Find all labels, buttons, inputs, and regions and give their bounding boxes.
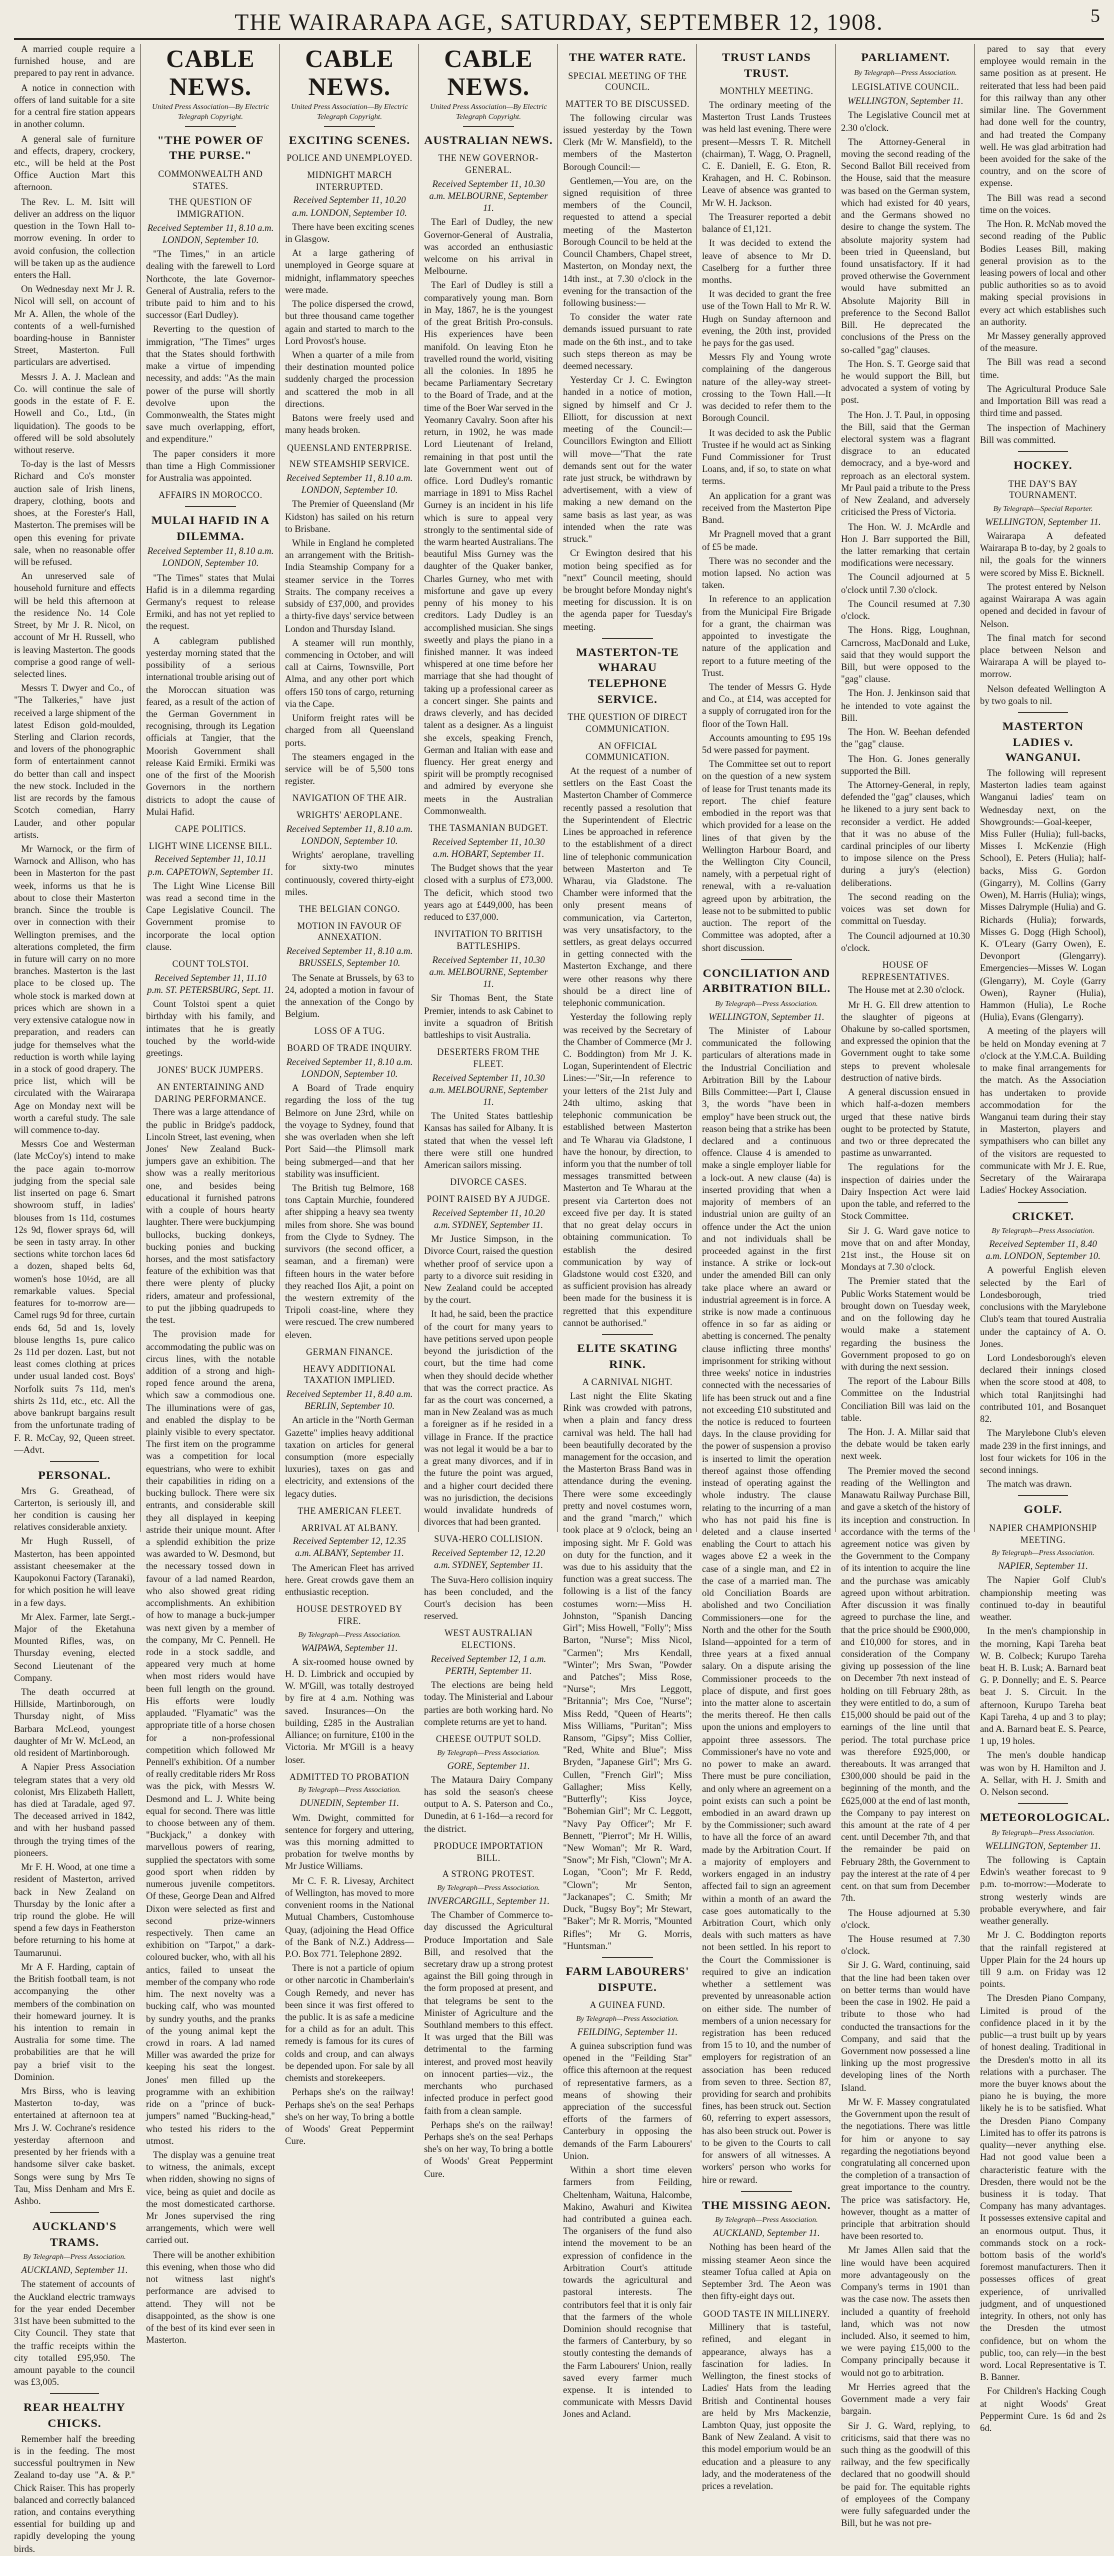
page-number: 5 — [1090, 6, 1100, 27]
article-paragraph: The following will represent Masterton ladies team against Wanganui ladies' team on Wednesday next, on the Showgrounds:—Goal-keeper, Miss Fuller (Hulia); full-backs, Misses I. McKenzie (High School), E. Peters (Hulia); half-backs, Miss G. Gordon (Gingarry), M. Collins (Garry Owen), M. Harris (Hulia); wings, Misses Dalrymple (Hulia) and G. Richards (Hulia); forwards, Misses G. Dogg (High School), K. O'Leary (Garry Owen), E. Devonport (Glengarry). Emergencies—Misses W. Logan (Glengarry), M. Coyle (Garry Owen), Rayner (Hulia), Hammon (Hulia), Le Roche (Hulia), Evans (Glengarry). — [980, 768, 1106, 1024]
article-heading: METEOROLOGICAL. — [980, 1810, 1110, 1825]
article-subheading: HEAVY ADDITIONAL TAXATION IMPLIED. — [303, 1363, 396, 1386]
article-paragraph: The Premier stated that the Public Works Statement would be brought down on Tuesday week, and on the following day he would make a statement regarding the business the Government proposed to go on with during the next session. — [841, 1277, 970, 1373]
article-paragraph: The elections are being held today. The Ministerial and Labour parties are both working hard. No complete returns are yet to hand. — [424, 1681, 553, 1728]
dateline: Received September 11, 10.30 a.m. MELBOURNE, September 11. — [429, 1073, 548, 1108]
dateline: DUNEDIN, September 11. — [299, 1799, 400, 1810]
masthead — [14, 4, 1104, 40]
article-subheading: CAPE POLITICS. — [174, 823, 247, 834]
section-divider — [602, 1957, 654, 1958]
dateline: Received September 11, 10.20 a.m. SYDNEY, September 11. — [432, 1208, 545, 1231]
article-subheading: COUNT TOLSTOI. — [172, 959, 249, 970]
article-paragraph: Lord Londesborough's eleven declared their innings closed when the score stood at 408, to which total Ranjitsinghi had contributed 101, and Bosanquet 82. — [980, 1353, 1106, 1426]
article-paragraph: The Hon. S. T. George said that he would support the Bill, but advocated a system of voting by post. — [841, 359, 970, 407]
article-paragraph: To-day is the last of Messrs Richard and Co's monster auction sale of Irish linens, drapery, clothing, boots and shoes, at the Forester's Hall, Masterton. The premises will be open this evening for private sale, when no reasonable offer will be refused. — [14, 460, 135, 568]
article-subheading: BOARD OF TRADE INQUIRY. — [286, 1043, 413, 1054]
wire-credit: By Telegraph—Special Reporter. — [993, 503, 1093, 513]
article-paragraph: There was a large attendance of the public in Bridge's paddock, Lincoln Street, last evening, when Jones' New Zealand Buck-jumpers gave an exhibition. The show was a really meritorious one, and besides being educational it furnished patrons with a couple of hours hearty laughter. There were buckjumping bullocks, bucking donkeys, bucking ponies and bucking horses, and the most satisfactory feature of the exhibition was that there were plenty of plucky riders, amateur and professional, to put the jibbing quadrupeds to the test. — [146, 1108, 275, 1327]
article-heading: CONCILIATION AND ARBITRATION BILL. — [702, 965, 831, 996]
article-paragraph: An unreserved sale of household furniture and effects will be held this afternoon at the residence No. 14 Cole Street, by Mr J. R. Nicol, on account of Mr H. Russell, who is leaving Masterton. The goods comprise a good range of well-selected lines. — [14, 572, 135, 680]
column-4 — [418, 44, 553, 2180]
article-paragraph: The police dispersed the crowd, but three thousand came together again and started to march to the Lord Provost's house. — [285, 300, 414, 347]
dateline: AUCKLAND, September 11. — [713, 2229, 820, 2240]
article-paragraph: An article in the "North German Gazette" implies heavy additional taxation on articles for general consumption (more especially luxuries), taxes on gas and electricity, and extensions of the legacy duties. — [285, 1416, 414, 1500]
article-heading: REAR HEALTHY CHICKS. — [23, 2400, 126, 2431]
article-paragraph: Messrs Coe and Westerman (late McCoy's) intend to make the pace again to-morrow judging from the special sale list inserted on page 6. Smart showroom stuff, in ladies' blouses from 1s 11d, costumes 12s 9d, flower sprays 6d, will be seen in tasty array. In other sections white torchon laces 6d a dozen, shaped belts 6d, women's hose 10½d, are all remarkable values. Special features for to-morrow are—Camel rugs 9d for three, curtain ends 6d, 5d and 1s, lovely blouse lengths 1s, pure calico 2s 11d per dozen. Last, but not least comes clothing at prices under usual landed cost. Boys' Norfolk suits 7s 11d, men's shirts 2s 11d, etc., etc. All the above bankrupt bargains result from the unfortunate trading of F. R. McCay, 92, Queen street.—Advt. — [14, 1140, 135, 1456]
article-paragraph: Sir J. G. Ward, continuing, said that the line had been taken over on better terms than would have been the case in 1902. He paid a tribute to those who had conducted the transactions for the Company, and said that the Government now possessed a line linking up the most progressive developing lines of the North Island. — [841, 1961, 970, 2094]
section-title: CABLE NEWS. — [444, 46, 533, 101]
article-paragraph: The Premier of Queensland (Mr Kidston) has sailed on his return to Brisbane. — [285, 500, 414, 535]
article-subheading: GOOD TASTE IN MILLINERY. — [703, 2308, 830, 2319]
article-paragraph: Sir Thomas Bent, the State Premier, intends to ask Cabinet to invite a squadron of British battleships to visit Australia. — [424, 994, 553, 1041]
article-paragraph: A notice in connection with offers of land suitable for a site for a central fire station appears in another column. — [14, 83, 135, 131]
article-subheading: POLICE AND UNEMPLOYED. — [286, 153, 413, 164]
section-divider — [463, 126, 515, 127]
article-subheading: A GUINEA FUND. — [589, 2000, 666, 2011]
article-paragraph: The Hon. J. A. Millar said that the debate would be taken early next week. — [841, 1428, 970, 1463]
article-paragraph: A general discussion ensued in which half-a-dozen members urged that these native birds ought to be protected by Statute, and two or three deprecated the pastime as unwarranted. — [841, 1088, 970, 1160]
article-paragraph: The Napier Golf Club's championship meeting was continued to-day in beautiful weather. — [980, 1576, 1106, 1624]
article-paragraph: Perhaps she's on the railway! Perhaps she's on the sea! Perhaps she's on her way, To bring a bottle of Woods' Great Peppermint Cure. — [424, 2120, 553, 2180]
article-heading: EXCITING SCENES. — [288, 132, 411, 147]
article-paragraph: A Board of Trade enquiry regarding the loss of the tug Belmore on June 23rd, while on the voyage to Sydney, found that she was overladen when she left Port Said—the Plimsoll mark being submerged—and that her stability was insufficient. — [285, 1084, 414, 1180]
article-subheading: AN ENTERTAINING AND DARING PERFORMANCE. — [154, 1081, 267, 1104]
article-paragraph: While in England he completed an arrangement with the British-India Steamship Company for a steamer service in the Torres Straits. The company receives a subsidy of £37,000, and provides a thirty-five days' service between London and Thursday Island. — [285, 539, 414, 635]
article-subheading: NAVIGATION OF THE AIR. — [292, 793, 407, 804]
article-paragraph: The statement of accounts of the Auckland electric tramways for the year ended December 31st have been submitted to the City Council. They state that the traffic receipts within the city totalled £95,950. The amount payable to the council was £3,005. — [14, 2280, 135, 2389]
wire-credit: By Telegraph—Press Association. — [23, 2252, 126, 2262]
article-paragraph: The Council adjourned at 5 o'clock until 7.30 o'clock. — [841, 573, 970, 596]
article-subheading: THE AMERICAN FLEET. — [297, 1505, 402, 1516]
section-divider — [1018, 1202, 1068, 1203]
article-subheading: MOTION IN FAVOUR OF ANNEXATION. — [297, 920, 402, 943]
article-heading: FARM LABOURERS' DISPUTE. — [565, 1963, 690, 1994]
article-paragraph: The paper considers it more than time a High Commissioner for Australia was appointed. — [146, 449, 275, 485]
article-paragraph: Wrights' aeroplane, travelling for sixty-two minutes continuously, covered thirty-eight miles. — [285, 851, 414, 898]
article-paragraph: The Council resumed at 7.30 o'clock. — [841, 599, 970, 623]
dateline: FEILDING, September 11. — [577, 2027, 678, 2038]
article-heading: MASTERTON LADIES v. WANGANUI. — [1002, 719, 1084, 765]
article-paragraph: The provision made for accommodating the public was on circus lines, with the notable addition of a strong and high-roped fence around the arena, which saw a commodious one. The illuminations were of gas, and enabled the display to be plainly visible to every spectator. The first item on the programme was a competition for local equestrians, who were to exhibit their capabilities in riding on a bucking bullock. There were six entrants, and considerable skill they all displayed in keeping astride their unique mount. After a splendid exhibition the prize was awarded to W. Desmond, but the necessary tossed down in favour of a lad named Reardon, who also showed great riding accomplishments. An exhibition of how to manage a buck-jumper was next given by a member of the company, Mr C. Pennell. He rode in a stock saddle, and appeared very much at home when most riders would have been full length on the ground. His efforts were loudly applauded. "Flyamatic" was the appropriate title of a horse chosen for a non-professional competition which followed Mr Pennell's exhibition. Of a number of really creditable riders Mr Ross was the pick, with Messrs W. Desmond and L. J. White being equal for second. There was little to choose between any of them. "Buckjack," a donkey with marvellous powers of rearing, supplied the spectators with some good sport when ridden by numerous juvenile competitors. Of these, George Dean and Alfred Dixon were selected as first and second prize-winners respectively. Then came an exhibition on "Tarpot," a dark-coloured bucker, who, with all his antics, failed to unseat the member of the company who rode him. The next novelty was a bucking calf, who was mounted by sundry youths, and the pranks of the young animal kept the crowd in roars. A lad named Miller was awarded the prize for keeping his seat the longest. Jones' men filled up the programme with an exhibition ride on a "prince of buck-jumpers" named "Bucking-head," who tested his riders to the utmost. — [146, 1330, 275, 2147]
article-paragraph: Millinery that is tasteful, refined, and elegant in appearance, always has a fascination for ladies. In Wellington, the finest stocks of Ladies' Hats from the leading British and Continental houses are held by Mrs Mackenzie, Lambton Quay, just opposite the Bank of New Zealand. A visit to this model emporium would be an education and a pleasure to any lady, and the moderateness of the prices a revelation. — [702, 2323, 831, 2493]
wire-credit: By Telegraph—Press Association. — [715, 998, 818, 1008]
article-paragraph: The House resumed at 7.30 o'clock. — [841, 1935, 970, 1958]
article-paragraph: There have been exciting scenes in Glasgow. — [285, 222, 414, 246]
dateline: Received September 12, 12.20 a.m. SYDNEY, September 11. — [431, 1549, 546, 1572]
article-paragraph: Messrs Fly and Young wrote complaining of the dangerous nature of the alley-way street-crossing to the Town Hall.—It was decided to refer them to the Borough Council. — [702, 353, 831, 425]
article-paragraph: Mr Hugh Russell, of Masterton, has been appointed assistant cheesemaker at the Kaupokonui Factory (Taranaki), for which position he will leave in a few days. — [14, 1537, 135, 1609]
article-paragraph: The Hon. R. McNab moved the second reading of the Public Bodies Leases Bill, making general provision as to the leasing powers of local and other public authorities so as to avoid making special provisions in every act which establishes such an authority. — [980, 220, 1106, 328]
article-paragraph: Messrs T. Dwyer and Co., of "The Talkeries," have just received a large shipment of the latest Edison gold-moulded, Sterling and Clarion records, and lovers of the phonographic form of entertainment cannot do better than call and inspect the new stock. Included in the list are records by the famous Scotch comedian, Harry Lauder, and other popular artists. — [14, 684, 135, 841]
dateline: Received September 11, 8.10 a.m. LONDON, September 10. — [147, 223, 274, 246]
wire-credit: By Telegraph—Press Association. — [298, 1629, 401, 1639]
article-subheading: DIVORCE CASES. — [450, 1177, 527, 1188]
article-heading: CRICKET. — [1011, 1208, 1075, 1223]
article-paragraph: To consider the water rate demands issued pursuant to rate made on the 6th inst., and to take such steps thereon as may be deemed necessary. — [563, 313, 692, 373]
dateline: INVERCARGILL, September 11. — [427, 1896, 550, 1907]
wire-credit: By Telegraph—Press Association. — [437, 1882, 540, 1892]
article-paragraph: Batons were freely used and many heads broken. — [285, 414, 414, 437]
article-paragraph: At a large gathering of unemployed in George square at midnight, inflammatory speeches were made. — [285, 249, 414, 296]
article-paragraph: Mrs Birss, who is leaving Masterton to-day, was entertained at afternoon tea at Mrs J. W. Cochrane's residence yesterday afternoon and presented by her friends with a handsome silver cake basket. Songs were sung by Mrs Te Tau, Miss Denham and Mrs E. Ashbo. — [14, 2087, 135, 2207]
article-paragraph: On Wednesday next Mr J. R. Nicol will sell, on account of Mr A. Allen, the whole of the contents of a well-furnished boarding-house in Bannister Street, Masterton. Full particulars are advertised. — [14, 285, 135, 369]
dateline: Received September 11, 8.10 a.m. LONDON, September 10. — [286, 473, 413, 497]
article-paragraph: The Bill was read a second time on the voices. — [980, 193, 1106, 216]
section-divider — [324, 126, 376, 127]
dateline: GORE, September 11. — [447, 1761, 530, 1772]
article-paragraph: The final match for second place between Nelson and Wairarapa A will be played to-morrow. — [980, 633, 1106, 681]
wire-credit: By Telegraph—Press Association. — [576, 2013, 679, 2023]
wire-credit: United Press Association—By Electric Telegraph Copyright. — [151, 102, 270, 121]
wire-credit: By Telegraph—Press Association. — [437, 1747, 540, 1757]
article-paragraph: Gentlemen,—You are, on the signed requisition of three members of the Council, requested to attend a special meeting of the Masterton Borough Council to be held at the Council Chambers, Chapel street, Masterton, on Monday next, the 14th inst., at 7.30 o'clock in the evening for the transaction of the following business:— — [563, 176, 692, 309]
column-7 — [835, 44, 970, 2530]
article-paragraph: It was decided to grant the free use of the Town Hall to Mr R. W. Hugh on Sunday afternoon and evening, the 20th inst, provided he pays for the gas used. — [702, 290, 831, 350]
article-paragraph: Mr F. H. Wood, at one time a resident of Masterton, arrived back in New Zealand on Thursday by the Ionic after a trip round the globe. He will spend a few days in Featherston before returning to his home at Taumarunui. — [14, 1863, 135, 1959]
article-subheading: MONTHLY MEETING. — [719, 86, 814, 97]
article-subheading: HOUSE DESTROYED BY FIRE. — [296, 1604, 403, 1627]
article-paragraph: "The Times," in an article dealing with the farewell to Lord Northcote, the late Governor-General of Australia, refers to the tribute paid to him and to his successor (Earl Dudley). — [146, 250, 275, 322]
article-paragraph: It was decided to ask the Public Trustee if he would act as Sinking Fund Commissioner for Trust Loans, and, if so, to state on what terms. — [702, 428, 831, 488]
article-paragraph: A cablegram published yesterday morning stated that the possibility of a serious international trouble arising out of the Moroccan situation was feared, as a result of the action of the German Government in recognising, through its Legation officials at Tangier, that the Moorish Government shall release Kaid Ermiki. Ermiki was one of the first of the Moorish Governors in the northern districts to adopt the cause of Mulai Hafid. — [146, 636, 275, 818]
article-paragraph: Reverting to the question of immigration, "The Times" urges that the States should forthwith make a virtue of impending necessity, and adds: "As the main power of the purse will shortly devolve upon the Commonwealth, the States might save much overlapping, effort, and expenditure." — [146, 325, 275, 446]
article-paragraph: The report of the Labour Bills Committee on the Industrial Conciliation Bill was laid on the table. — [841, 1377, 970, 1424]
article-subheading: MIDNIGHT MARCH INTERRUPTED. — [307, 170, 392, 192]
article-subheading: POINT RAISED BY A JUDGE. — [426, 1194, 551, 1204]
article-paragraph: Messrs J. A. J. Maclean and Co. will continue the sale of goods in the estate of F. E. Howell and Co., Ltd., (in liquidation). The goods to be offered will be sold absolutely without reserve. — [14, 372, 135, 456]
dateline: Received September 11, 8.40 a.m. BERLIN, September 10. — [286, 1389, 413, 1413]
article-paragraph: The display was a genuine treat to witness, the animals, except when ridden, showing no signs of vice, being as quiet and docile as the most domesticated carthorse. Mr Jones supervised the ring arrangements, which were well carried out. — [146, 2150, 275, 2247]
article-paragraph: A married couple require a furnished house, and are prepared to pay rent in advance. — [14, 45, 135, 80]
article-paragraph: The Hon. W. Beehan defended the "gag" clause. — [841, 728, 970, 751]
column-1 — [14, 44, 135, 2555]
article-paragraph: The Legislative Council met at 2.30 o'clock. — [841, 111, 970, 134]
dateline: AUCKLAND, September 11. — [21, 2266, 128, 2277]
article-subheading: AN OFFICIAL COMMUNICATION. — [585, 740, 670, 763]
article-paragraph: A steamer will run monthly, commencing in October, and will call at Cairns, Townsville, Port Alma, and any other port which offers 150 tons of cargo, returning via the Cape. — [285, 638, 414, 710]
article-paragraph: Mr Pragnell moved that a grant of £5 be made. — [702, 530, 831, 553]
article-heading: THE MISSING AEON. — [702, 2197, 831, 2212]
article-paragraph: Sir J. G. Ward gave notice to move that on and after Monday, 21st inst., the House sit on Mondays at 7.30 o'clock. — [841, 1226, 970, 1274]
dateline: NAPIER, September 11. — [998, 1562, 1088, 1573]
article-heading: MULAI HAFID IN A DILEMMA. — [151, 512, 270, 543]
article-subheading: THE QUESTION OF DIRECT COMMUNICATION. — [567, 712, 688, 734]
article-paragraph: The death occurred at Hillside, Martinborough, on Thursday night, of Miss Barbara McLeod, youngest daughter of Mr W. McLeod, an old resident of Martinborough. — [14, 1688, 135, 1760]
article-paragraph: The Suva-Hero collision inquiry has been concluded, and the Court's decision has been reserved. — [424, 1575, 553, 1623]
article-paragraph: The Treasurer reported a debit balance of £1,121. — [702, 212, 831, 236]
article-paragraph: Accounts amounting to £95 19s 5d were passed for payment. — [702, 733, 831, 757]
article-paragraph: The Council adjourned at 10.30 o'clock. — [841, 931, 970, 954]
dateline: Received September 11, 8.10 a.m. LONDON, September 10. — [286, 824, 413, 847]
article-heading: HOCKEY. — [1013, 458, 1073, 472]
wire-credit: By Telegraph—Press Association. — [991, 1226, 1095, 1236]
dateline: WAIPAWA, September 11. — [301, 1643, 398, 1654]
wire-credit: By Telegraph—Press Association. — [991, 1827, 1095, 1837]
article-subheading: MATTER TO BE DISCUSSED. — [565, 98, 690, 109]
article-subheading: GERMAN FINANCE. — [305, 1346, 393, 1357]
section-divider — [50, 1461, 98, 1462]
article-paragraph: Mr James Allen said that the line would have been acquired more advantageously on the Company's terms in 1901 than was the case now. The assets then included a quantity of freehold land, which was not now included. Also, it seemed to him, we were paying £15,000 to the Company principally because it would not go to arbitration. — [841, 2246, 970, 2379]
article-heading: AUCKLAND'S TRAMS. — [32, 2219, 117, 2249]
article-paragraph: When a quarter of a mile from their destination mounted police suddenly charged the procession and scattered the mob in all directions. — [285, 351, 414, 410]
article-paragraph: For Children's Hacking Cough at night Woods' Great Peppermint Cure. 1s 6d and 2s 6d. — [980, 2387, 1106, 2435]
article-paragraph: The Chamber of Commerce to-day discussed the Agricultural Produce Importation and Sale Bill, and resolved that the secretary draw up a strong protest against the Bill going through in the form proposed at present, and that telegrams be sent to the Minister of Agriculture and the Southland members to this effect. It was urged that the Bill was detrimental to the farming interest, and proved most heavily on innocent parties—viz., the merchants who purchased infected produce in perfect good faith from a clean sample. — [424, 1911, 553, 2117]
article-paragraph: It had, he said, been the practice of the court for many years to have petitions served upon people beyond the jurisdiction of the court, but the time had come when they should decide whether that was the correct practice. As far as the court was concerned, a man in New Zealand was as much a foreigner as if he resided in a village in France. If the practice was not legal it would be a bar to a great many divorces, and if in the future the point was argued, and a higher court decided there was no jurisdiction, the decisions would invalidate hundreds of divorces that had been granted. — [424, 1310, 553, 1529]
section-divider — [50, 2212, 98, 2213]
article-paragraph: A guinea subscription fund was opened in the "Feilding Star" office this afternoon at the request of representative farmers, as a means of showing their appreciation of the successful efforts of the farmers of Canterbury in opposing the demands of the Farm Labourers' Union. — [563, 2041, 692, 2162]
article-paragraph: The Marylebone Club's eleven made 239 in the first innings, and lost four wickets for 106 in the second innings. — [980, 1429, 1106, 1476]
article-subheading: A STRONG PROTEST. — [442, 1869, 535, 1880]
dateline: WELLINGTON, September 11. — [708, 1012, 825, 1023]
article-paragraph: Sir J. G. Ward, replying, to criticisms, said that there was no such thing as the goodwill of this railway, and the few specifically declared that no goodwill should be paid for. The equitable rights of employees of the Company were fully safeguarded under the Bill, but he was not pre- — [841, 2421, 970, 2530]
wire-credit: United Press Association—By Electric Telegraph Copyright. — [429, 102, 548, 121]
article-paragraph: The Premier moved the second reading of the Wellington and Manawatu Railway Purchase Bill, and gave a sketch of the history of its inception and construction. In accordance with the terms of the agreement notice was given by the Government to the Company of its intention to acquire the line and the purchase was amicably agreed upon without arbitration. After discussion it was finally agreed to purchase the line, and that the price should be £900,000, and £10,000 for stores, and in consideration of the Company giving up possession of the line on December 7th next instead of holding on till February 28th, as they were entitled to do, a sum of £15,000 should be paid out of the earnings of the line until that period. The total purchase price was therefore £925,000, or thereabouts. It was arranged that £300,000 should be paid in the beginning of the month, and the £625,000 at the end of last month, the Company to pay interest on this amount at the rate of 4 per cent. until December 7th, and that the remainder be paid on February 28th, the Government to pay the interest at the rate of 4 per cent. on that sum from December 7th. — [841, 1466, 970, 1905]
article-subheading: HOUSE OF REPRESENTATIVES. — [861, 960, 950, 982]
article-paragraph: The tender of Messrs G. Hyde and Co., at £14, was accepted for a supply of corrugated iron for the floor of the Town Hall. — [702, 682, 831, 730]
article-subheading: AFFAIRS IN MOROCCO. — [158, 490, 263, 501]
wire-credit: United Press Association—By Electric Telegraph Copyright. — [290, 102, 409, 121]
article-paragraph: The Budget shows that the year closed with a surplus of £73,000. The deficit, which stood two years ago at £449,000, has been reduced to £37,000. — [424, 864, 553, 924]
article-paragraph: It was decided to extend the leave of absence to Mr D. Caselberg for a further three months. — [702, 239, 831, 286]
article-paragraph: The men's double handicap was won by H. Hamilton and J. A. Sellar, with H. J. Smith and O. Nelson second. — [980, 1751, 1106, 1799]
section-title: CABLE NEWS. — [305, 46, 394, 101]
article-paragraph: In the men's championship in the morning, Kapi Tareha beat W. B. Colbeck; Kurupo Tareha beat H. B. Lusk; A. Barnard beat G. P. Donnelly; and E. S. Pearce beat J. S. Circuit. In the afternoon, Kurupo Tareha beat Kapi Tareha, 4 up and 3 to play; and A. Barnard beat E. S. Pearce, 1 up, 19 holes. — [980, 1627, 1106, 1748]
article-heading: MASTERTON-TE WHARAU TELEPHONE SERVICE. — [576, 644, 679, 706]
article-subheading: LIGHT WINE LICENSE BILL. — [148, 840, 273, 851]
article-subheading: COMMONWEALTH AND STATES. — [158, 168, 263, 191]
column-6 — [696, 44, 831, 2493]
column-3 — [279, 44, 414, 2148]
article-paragraph: The Hon. G. Jones generally supported the Bill. — [841, 754, 970, 777]
section-divider — [602, 638, 654, 639]
dateline: WELLINGTON, September 11. — [985, 1841, 1101, 1852]
article-paragraph: An application for a grant was received from the Masterton Pipe Band. — [702, 491, 831, 527]
dateline: Received September 11, 8.10 a.m. LONDON, September 10. — [147, 547, 274, 570]
article-paragraph: The Hon. J. T. Paul, in opposing the Bill, said that the German electoral system was a flagrant disgrace to an educated democracy, and a bye-word and reproach as an electoral system. Mr Paul paid a tribute to the Press of New Zealand, and adversely criticised the Press of Victoria. — [841, 410, 970, 519]
article-paragraph: Last night the Elite Skating Rink was crowded with patrons, when a plain and fancy dress carnival was held. The hall had been beautifully decorated by the management for the occasion, and the Masterton Brass Band was in attendance during the evening. There were some exceedingly pretty and novel costumes worn, and the grand "march," which took place at 9 o'clock, being an imposing sight. Mr F. Gold was on duty for the function, and it was due to his assiduity that the function was a great success. The following is a list of the fancy costumes worn:—Miss H. Johnston, "Spanish Dancing Girl"; Miss Howell, "Folly"; Miss Barton, "Nurse"; Miss Nicol, "Carmen"; Mrs Kendall, "Winter"; Mrs Swan, "Powder and Patches"; Miss Rose, "Nurse"; Mrs Leggott, "Britannia"; Mrs Coe, "Nurse"; Miss Redd, "Queen of Hearts"; Miss Williams, "Puritan"; Miss Ransom, "Gipsy"; Miss Collier, "Red, White and Blue"; Miss Bryden, "Japanese Girl"; Mrs G. Cullen, "French Girl"; Miss Gallagher; Miss Kelly, "Butterfly"; Kiss Joyce, "Bohemian Girl"; Mr C. Leggott, "Navy Pay Officer"; Mr F. Bennett, "Pierrot"; Mr H. Willis, "New Woman"; Mr R. Ward, "Snow"; Mr Fish, "Clown"; Mr A. Logan, "Coon"; Mr F. Redd, "Clown"; Mr Senton, "Jackanapes"; C. Smith; Mr Duck, "Bugsy Boy"; Mr Stewart, "Baker"; Mr R. Morris, "Mounted Rifles"; Mr G. Morris, "Huntsman." — [563, 1391, 692, 1952]
article-subheading: THE DAY'S BAY TOURNAMENT. — [1008, 478, 1078, 501]
article-paragraph: Mrs G. Greathead, of Carterton, is seriously ill, and her condition is causing her relatives considerable anxiety. — [14, 1486, 135, 1534]
column-5 — [557, 44, 692, 2421]
article-paragraph: The match was drawn. — [987, 1480, 1072, 1491]
article-paragraph: Wairarapa A defeated Wairarapa B to-day, by 2 goals to nil, the goals for the winners were scored by Miss E. Bicknell. — [980, 532, 1106, 579]
article-subheading: ARRIVAL AT ALBANY. — [301, 1522, 398, 1533]
section-divider — [602, 1334, 654, 1335]
article-paragraph: The Attorney-General in moving the second reading of the Second Ballot Bill received from the House, said that the measure was based on the German system, which had existed for 40 years, and the Germans showed no desire to change the system. The absolute majority system had been tried in Queensland, but found unsatisfactory. If it had proved otherwise the Government would have submitted an Absolute Majority Bill in preference to the Second Ballot Bill. He deprecated the conclusions of the Press on the so-called "gag" clauses. — [841, 137, 970, 356]
article-paragraph: The Bill was read a second time. — [980, 358, 1106, 381]
dateline: Received September 11, 10.11 p.m. CAPETOWN, September 11. — [147, 855, 274, 878]
article-paragraph: The Senate at Brussels, by 63 to 24, adopted a motion in favour of the annexation of the Congo by Belgium. — [285, 973, 414, 1021]
article-paragraph: The Earl of Dudley, the new Governor-General of Australia, was accorded an enthusiastic welcome on his arrival in Melbourne. — [424, 218, 553, 278]
article-paragraph: Mr Justice Simpson, in the Divorce Court, raised the question whether proof of service upon a party to a divorce suit residing in New Zealand could be accepted by the court. — [424, 1235, 553, 1307]
article-paragraph: The Light Wine License Bill was read a second time in the Cape Legislative Council. The Government promise to incorporate the local option clause. — [146, 881, 275, 953]
article-paragraph: Uniform freight rates will be charged from all Queensland ports. — [285, 714, 414, 749]
article-paragraph: At the request of a number of settlers on the East Coast the Masterton Chamber of Commerce recently passed a resolution that the Superintendent of Electric Lines be approached in reference to the establishment of a direct line of telephonic communication between Masterton and Te Wharau, via Gladstone. The Chamber were informed that the only present means of communication, via Carterton, was very unsatisfactory, to the settlers, as great delays occurred in getting connected with the Masterton Exchange, and there were other reasons why there should be a direct line of telephonic communication. — [563, 766, 692, 1010]
article-heading: THE WATER RATE. — [568, 50, 687, 64]
article-paragraph: Perhaps she's on the railway! Perhaps she's on the sea! Perhaps she's on her way, To bring a bottle of Woods' Great Peppermint Cure. — [285, 2088, 414, 2148]
article-subheading: ADMITTED TO PROBATION — [289, 1771, 410, 1782]
article-subheading: QUEENSLAND ENTERPRISE. — [286, 442, 413, 453]
article-paragraph: A meeting of the players will be held on Monday evening at 7 o'clock at the Y.M.C.A. Building to make final arrangements for the match. As the Association has undertaken to provide accommodation for the Wanganui team during their stay in Masterton, players and sympathisers who can billet any of the visitors are requested to communicate with Mr J. E. Rue, Secretary of the Wairarapa Ladies' Hockey Association. — [980, 1027, 1106, 1197]
article-subheading: THE TASMANIAN BUDGET. — [428, 823, 549, 834]
article-subheading: THE BELGIAN CONGO. — [298, 904, 401, 915]
article-paragraph: The Rev. L. M. Isitt will deliver an address on the liquor question in the Town Hall to-morrow evening. In order to avoid confusion, the collection will be taken up as the audience enters the Hall. — [14, 197, 135, 281]
article-paragraph: There was no seconder and the motion lapsed. No action was taken. — [702, 556, 831, 592]
dateline: Received September 11, 8.10 a.m. BRUSSELS, September 10. — [286, 947, 413, 970]
article-paragraph: A powerful English eleven selected by the Earl of Londesborough, tried conclusions with the Marylebone Club's team that toured Australia under the captaincy of A. O. Jones. — [980, 1266, 1106, 1350]
article-subheading: PRODUCE IMPORTATION BILL. — [433, 1840, 544, 1863]
article-paragraph: The second reading on the voices was set down for committal on Tuesday. — [841, 892, 970, 928]
article-paragraph: The House met at 2.30 o'clock. — [848, 986, 965, 997]
article-paragraph: Mr Massey generally approved of the measure. — [980, 332, 1106, 355]
wire-credit: By Telegraph—Press Association. — [991, 1548, 1095, 1558]
article-paragraph: "The Times" states that Mulai Hafid is in a dilemma regarding Germany's request to release Ermiki, and has not yet replied to the request. — [146, 573, 275, 633]
article-paragraph: Mr C. F. R. Livesay, Architect of Wellington, has moved to more convenient rooms in the National Mutual Chambers, Customhouse Quay, (adjoining the Head Office of the Bank of N.Z.) Address—P.O. Box 771. Telephone 2892. — [285, 1876, 414, 1960]
article-paragraph: The Earl of Dudley is still a comparatively young man. Born in May, 1867, he is the youngest of the great British Pro-consuls. His experiences have been manifold. On leaving Eton he travelled round the world, visiting all the colonies. In 1895 he became Parliamentary Secretary to the Board of Trade, and at the time of the Boer War served in the Yeomanry Cavalry. Soon after his return, in 1902, he was made Lord Lieutenant of Ireland, remaining in that post until the late Government went out of office. Lord Dudley's romantic marriage in 1891 to Miss Rachel Gurney is an incident in his life which is sure to appeal very strongly to the sentimental side of the warm hearted Australians. The beautiful Miss Gurney was the daughter of the Quaker banker, Charles Gurney, who met with misfortune and gave up every penny of his money to his creditors. Lady Dudley is an accomplished musician. She sings sweetly and plays the piano in a finished manner. It was indeed whispered at one time before her marriage that she had thought of taking up a professional career as a concert singer. She paints and draws cleverly, and has decided talent as a designer. As a linguist she excels, speaking French, German and Italian with ease and fluency. Her great energy and spirit will be promptly recognised and admired by everyone she meets in the Australian Commonwealth. — [424, 281, 553, 817]
article-subheading: JONES' BUCK JUMPERS. — [157, 1065, 264, 1076]
article-paragraph: There will be another exhibition this evening, when those who did not witness last night's performance are advised to attend. They will not be disappointed, as the show is one of the best of its kind ever seen in Masterton. — [146, 2250, 275, 2347]
article-paragraph: A general sale of furniture and effects, drapery, crockery, etc., will be held at the Post Office Auction Mart this afternoon. — [14, 134, 135, 194]
column-8 — [974, 44, 1110, 2435]
section-divider — [1018, 712, 1068, 713]
article-paragraph: In reference to an application from the Municipal Fire Brigade for a grant, the chairman was appointed to investigate the nature of the application and report to a future meeting of the Trust. — [702, 595, 831, 679]
article-paragraph: The following circular was issued yesterday by the Town Clerk (Mr W. Mansfield), to the members of the Masterton Borough Council:— — [563, 113, 692, 173]
article-paragraph: Within a short time eleven farmers from Feilding, Cheltenham, Waituna, Halcombe, Makino, Awahuri and Kiwitea had contributed a guinea each. The organisers of the fund also intend the movement to be an expression of confidence in the Arbitration Court's attitude towards the agricultural and pastoral interests. The contributors feel that it is only fair that the farmers of the whole Dominion should recognise that the farmers of Canterbury, by so stoutly contesting the demands of the Farm Labourers' Union, really saved every farmer much expense. It is intended to communicate with Messrs David Jones and Acland. — [563, 2166, 692, 2421]
dateline: Received September 11, 8.40 a.m. LONDON, September 10. — [985, 1240, 1101, 1263]
article-subheading: WRIGHTS' AEROPLANE. — [296, 810, 403, 821]
article-subheading: NEW STEAMSHIP SERVICE. — [289, 459, 410, 470]
article-paragraph: The inspection of Machinery Bill was committed. — [980, 423, 1106, 446]
article-paragraph: The Mataura Dairy Company has sold the season's cheese output to A. S. Paterson and Co., Dunedin, at 6 1-16d—a record for the district. — [424, 1775, 553, 1835]
dateline: Received September 11, 10.30 a.m. HOBART, September 11. — [432, 837, 545, 860]
article-paragraph: The Agricultural Produce Sale and Importation Bill was read a third time and passed. — [980, 384, 1106, 420]
dateline: Received September 11, 11.10 p.m. ST. PETERSBURG, Sept. 11. — [147, 973, 274, 996]
newspaper-title: THE WAIRARAPA AGE, SATURDAY, SEPTEMBER 12, 1908. — [234, 10, 884, 35]
section-divider — [185, 126, 237, 127]
dateline: Received September 11, 10.30 a.m. MELBOURNE, September 11. — [429, 955, 548, 991]
article-paragraph: The Minister of Labour communicated the following particulars of alterations made in the Industrial Conciliation and Arbitration Bill by the Labour Bills Committee:—Part I, Clause 3, the words "have been in employ" have been struck out, the reason being that a strike has been declared and a continuous offence. Clause 4 is amended to make a single employer liable for a lock-out. A new clause (4a) is inserted providing that when a majority of members of an industrial union are guilty of an offence under the Act the union and not individuals shall be proceeded against in the first instance. A strike or lock-out under the amended Bill can only take place where an award or industrial agreement is in force. A strike is now made a continuous offence in so far as aiding or abetting is concerned. The penalty clause inflicting three months' imprisonment for striking without three weeks' notice in industries connected with the necessaries of life has been struck out and a fine not exceeding £10 substituted and the notice is reduced to fourteen days. In the clause providing for the power of suspension a proviso is inserted to limit the operation thereof against those offending instead of operating against the whole industry. The clause relating to the incurring of a man who has not paid his fine is deleted and a clause inserted enabling the Court to attach his wages above £2 a week in the case of a single man, and £2 in the case of a married man. The old Conciliation Boards are abolished and two Conciliation Commissioners—one for the North and the other for the South Island—appointed for a term of three years at a fixed annual salary. On a dispute arising the Commissioner proceeds to the place of dispute, and first goes into the matter alone to ascertain the merits thereof. He then calls upon the unions and employers to appoint three assessors. The Commissioner's have no vote and no power to make an award. There must be pure conciliation, and only where an agreement on a point exists can such a point be embodied in an award drawn up by the Commissioner; such award to have all the force of an award made by the Arbitration Court. If a majority of employers and workers engaged in an industry affected fail to sign an agreement within a month of an award the case goes automatically to the Arbitration Court, which only deals with such matters as have not been settled. In his report to the Court the Commissioner is required to give an indication whether a settlement was prevented by unreasonable action on either side. The number of members of a union necessary for registration has been reduced from 15 to 10, and the number of employers for registration of an association has been reduced from seven to three. Section 87, providing for search and prohibits fines, has been struck out. Section 60, referring to expert assessors, has also been struck out. Power is to be given to the Courts to call for answers of all witnesses. A workers' person who works for hire or reward. — [702, 1027, 831, 2186]
article-paragraph: The protest entered by Nelson against Wairarapa A was again opened and decided in favour of Nelson. — [980, 582, 1106, 630]
article-subheading: SUVA-HERO COLLISION. — [434, 1534, 543, 1545]
article-paragraph: The Hons. Rigg, Loughnan, Carncross, MacDonald and Luke, said that they would support the Bill, but were opposed to the "gag" clause. — [841, 626, 970, 686]
article-paragraph: The ordinary meeting of the Masterton Trust Lands Trustees was held last evening. There were present—Messrs T. R. Mitchell (chairman), T. Wagg, O. Pragnell, C. E. Daniell, E. G. Eton, R. Krahagen, and H. C. Robinson. Leave of absence was granted to Mr W. H. Jackson. — [702, 100, 831, 209]
dateline: Received September 11, 10.20 a.m. LONDON, September 10. — [292, 196, 407, 219]
article-paragraph: The Committee set out to report on the question of a new system of lease for Trust tenants made its report. The chief feature embodied in the report was that which provided for a lease on the lines of that given by the Wellington Harbour Board, and the Wellington City Council, namely, with a perpetual right of renewal, with a re-valuation agreed upon by arbitration, the lease not to be submitted to public auction. The report of the Committee was adopted, after a short discussion. — [702, 760, 831, 954]
article-paragraph: The Hon. W. J. McArdle and Hon J. Barr supported the Bill, the latter remarking that certain modifications were necessary. — [841, 522, 970, 570]
article-paragraph: Yesterday Cr J. C. Ewington handed in a notice of motion, signed by himself and Cr J. Elliott, for discussion at next meeting of the Council:—Councillors Ewington and Elliott will move—"That the rate demands sent out for the water rate just struck, be withdrawn by advertisement, with a view of making a new demand on the same basis as last year, as was intended when the rate was struck." — [563, 376, 692, 546]
article-heading: PERSONAL. — [38, 1467, 111, 1482]
article-subheading: LOSS OF A TUG. — [314, 1026, 385, 1037]
section-divider — [50, 2393, 98, 2394]
article-paragraph: Mr A F. Harding, captain of the British football team, is not accompanying the other members of the combination on their homeward journey. It is his intention to remain in Australia for some time. The probabilities are that he will pay a brief visit to the Dominion. — [14, 1962, 135, 2083]
wire-credit: By Telegraph—Press Association. — [298, 1785, 401, 1795]
article-heading: AUSTRALIAN NEWS. — [424, 132, 553, 147]
article-subheading: THE QUESTION OF IMMIGRATION. — [169, 197, 252, 219]
article-heading: PARLIAMENT. — [861, 50, 950, 64]
article-paragraph: Cr Ewington desired that his motion being specified as for "next" Council meeting, should be brought before Monday night's meeting for discussion. It is on the agenda paper for Tuesday's meeting. — [563, 549, 692, 633]
article-paragraph: Wm. Dwight, committed for sentence for forgery and uttering, was this morning admitted to probation for twelve months by Mr Justice Williams. — [285, 1813, 414, 1873]
dateline: Received September 11, 8.10 a.m. LONDON, September 10. — [286, 1057, 413, 1081]
article-paragraph: The following is Captain Edwin's weather forecast to 9 p.m. to-morrow:—Moderate to strong westerly winds are probable everywhere, and fair weather generally. — [980, 1856, 1106, 1928]
article-paragraph: Mr H. G. Ell drew attention to the slaughter of pigeons at Ohakune by so-called sportsmen, and expressed the opinion that the Government ought to take some steps to prevent wholesale destruction of native birds. — [841, 1000, 970, 1084]
article-subheading: WEST AUSTRALIAN ELECTIONS. — [444, 1628, 533, 1651]
section-divider — [741, 959, 793, 960]
article-paragraph: A Napier Press Association telegram states that a very old colonist, Mrs Elizabeth Hallett, has died at Taradale, aged 97. The deceased arrived in 1842, and with her husband passed through the trying times of the pioneers. — [14, 1763, 135, 1859]
article-paragraph: The Dresden Piano Company, Limited is proud of the confidence placed in it by the public—a trust built up by years of honest dealing. Traditional in the Dresden's motto in all its relations with a purchaser. The more the buyer knows about the piano he is buying, the more likely he is to be satisfied. What the Dresden Piano Company Limited has to offer its patrons is quality—never anything else. Had not good value been a characteristic feature with the Dresden, there would not be the business it is today. That Company has many advantages. It possesses extensive capital and an enormous output. Thus, it commands stock on a rock-bottom basis of the world's foremost manufacturers. Then it possesses offices of great experience, of unrivalled judgment, and of unquestioned integrity. In others, not only has the Dresden the utmost confidence, but on whom the public, too, can rely—in the best word. Local Representative is T. B. Banner. — [980, 1994, 1106, 2384]
article-paragraph: A six-roomed house owned by H. D. Limbrick and occupied by W. M'Gill, was totally destroyed by fire at 4 a.m. Nothing was saved. Insurances—On the building, £285 in the Australian Alliance; on furniture, £100 in the Victoria. Mr M'Gill is a heavy loser. — [285, 1657, 414, 1766]
section-divider — [1018, 1803, 1068, 1804]
section-title: CABLE NEWS. — [166, 46, 255, 101]
article-subheading: DESERTERS FROM THE FLEET. — [437, 1047, 540, 1069]
section-divider — [1018, 451, 1068, 452]
article-paragraph: Mr Warnock, or the firm of Warnock and Allison, who has been in Masterton for the past week, informs us that he is about to close their Masterton branch. Since the trouble is over in connection with their Wellington premises, and the alterations completed, the firm in future will carry on no more branches. Masterton is the last place to be closed up. The whole stock is marked down at prices which are shown in a very extensive catalogue now in preparation, and readers can judge for themselves what the reduction is worth while laying in a stock of good drapery. The price list, which will be circulated with the Wairarapa Age on Monday next will be worth a careful study. The sale will commence to-day. — [14, 845, 135, 1137]
article-paragraph: The House adjourned at 5.30 o'clock. — [841, 1908, 970, 1931]
dateline: WELLINGTON, September 11. — [847, 97, 964, 108]
article-subheading: A CARNIVAL NIGHT. — [582, 1377, 673, 1388]
article-paragraph: Mr Alex. Farmer, late Sergt.-Major of the Eketahuna Mounted Rifles, was, on Thursday evening, elected Second Lieutenant of the Company. — [14, 1612, 135, 1684]
wire-credit: By Telegraph—Press Association. — [854, 67, 957, 77]
section-divider — [185, 506, 237, 507]
article-paragraph: The steamers engaged in the service will be of 5,500 tons register. — [285, 752, 414, 788]
dateline: Received September 12, 12.35 a.m. ALBANY, September 11. — [292, 1537, 407, 1560]
article-paragraph: Remember half the breeding is in the feeding. The most successful poultrymen in New Zealand to-day use "A. & P." Chick Raiser. This has properly balanced and correctly balanced ration, and contains everything essential for building up and rapidly developing the young birds. — [14, 2434, 135, 2555]
article-heading: GOLF. — [1023, 1502, 1063, 1517]
section-divider — [741, 2191, 793, 2192]
article-paragraph: The American Fleet has arrived here. Great crowds gave them an enthusiastic reception. — [285, 1563, 414, 1599]
article-paragraph: The United States battleship Kansas has sailed for Albany. It is stated that when the vessel left there were still one hundred American sailors missing. — [424, 1112, 553, 1172]
article-subheading: INVITATION TO BRITISH BATTLESHIPS. — [434, 929, 543, 951]
article-subheading: THE NEW GOVERNOR-GENERAL. — [438, 153, 539, 175]
wire-credit: By Telegraph—Press Association. — [715, 2215, 818, 2225]
article-paragraph: Mr W. F. Massey congratulated the Government upon the result of the negotiations. There was little for him or anyone to say regarding the negotiations beyond congratulating all concerned upon the completion of a transaction of great importance to the country. The price was satisfactory. He, however, thought as a matter of principle that arbitration should have been resorted to. — [841, 2097, 970, 2243]
article-paragraph: pared to say that every employee would remain in the same position as at present. He reiterated that less had been paid for this railway than any other similar line. The Government had done well for the country, and had treated the Company well. He was glad arbitration had been avoided for the sake of the country, and on the score of expense. — [980, 45, 1106, 190]
article-subheading: NAPIER CHAMPIONSHIP MEETING. — [989, 1522, 1097, 1545]
article-paragraph: The Hon. J. Jenkinson said that he intended to vote against the Bill. — [841, 689, 970, 724]
article-paragraph: The Attorney-General, in reply, defended the "gag" clauses, which he likened to a jury sent back to reconsider a verdict. He added that it was no abuse of the cardinal principles of our liberty to impose silence on the Press during a jury's (election) deliberations. — [841, 780, 970, 889]
column-2 — [140, 44, 275, 2347]
article-paragraph: Yesterday the following reply was received by the Secretary of the Chamber of Commerce (Mr J. C. Boddington) from Mr J. K. Logan, Superintendent of Electric Lines:—"Sir,—In reference to your letters of the 21st July and 24th ultimo, asking that telephonic communication be established between Masterton and Te Wharau via Gladstone, I have the honour, by direction, to inform you that the number of toll messages transmitted between Masterton and Te Wharau at the present via Carterton does not exceed five per day. It is stated that no great delay occurs in obtaining communication. To establish the desired communication by way of Gladstone would cost £320, and as sufficient provision has already been made for the business it is regretted that this expenditure cannot be authorised." — [563, 1013, 692, 1329]
section-divider — [1018, 1495, 1068, 1496]
dateline: WELLINGTON, September 11. — [985, 517, 1101, 528]
article-paragraph: Nothing has been heard of the missing steamer Aeon since the steamer Tofua called at Apia on September 3rd. The Aeon was then fifty-eight days out. — [702, 2243, 831, 2303]
article-paragraph: The regulations for the inspection of dairies under the Dairy Inspection Act were laid upon the table, and referred to the Stock Committee. — [841, 1163, 970, 1223]
article-paragraph: There is not a particle of opium or other narcotic in Chamberlain's Cough Remedy, and never has been since it was first offered to the public. It is as safe a medicine for a child as for an adult. This remedy is famous for its cures of colds and croup, and can always be depended upon. For sale by all chemists and storekeepers. — [285, 1964, 414, 2085]
article-subheading: LEGISLATIVE COUNCIL. — [851, 82, 960, 93]
article-paragraph: Count Tolstoi spent a quiet birthday with his family, and intimates that he is greatly touched by the world-wide greetings. — [146, 1000, 275, 1060]
dateline: Received September 11, 10.30 a.m. MELBOURNE, September 11. — [429, 179, 548, 215]
article-paragraph: The British tug Belmore, 168 tons Captain Murchie, foundered after shipping a heavy sea twenty miles from shore. She was bound from the Clyde to Sydney. The survivors (the second officer, a seaman, and a fireman) were fifteen hours in the water before they reached Ilos Ajit, a point on the western extremity of the Tripoli coast-line, where they were rescued. The crew numbered eleven. — [285, 1184, 414, 1341]
article-paragraph: Mr Herries agreed that the Government made a very fair bargain. — [841, 2382, 970, 2418]
article-heading: TRUST LANDS TRUST. — [722, 50, 811, 80]
article-heading: "THE POWER OF THE PURSE." — [157, 132, 264, 163]
article-subheading: CHEESE OUTPUT SOLD. — [435, 1734, 542, 1745]
article-subheading: SPECIAL MEETING OF THE COUNCIL. — [568, 70, 687, 93]
article-heading: ELITE SKATING RINK. — [577, 1341, 678, 1371]
dateline: Received September 12, 1 a.m. PERTH, September 11. — [430, 1654, 547, 1677]
article-paragraph: Mr J. C. Boddington reports that the rainfall registered at Upper Plain for the 24 hours up till 9 a.m. on Friday was 12 points. — [980, 1931, 1106, 1991]
article-paragraph: Nelson defeated Wellington A by two goals to nil. — [980, 684, 1106, 707]
